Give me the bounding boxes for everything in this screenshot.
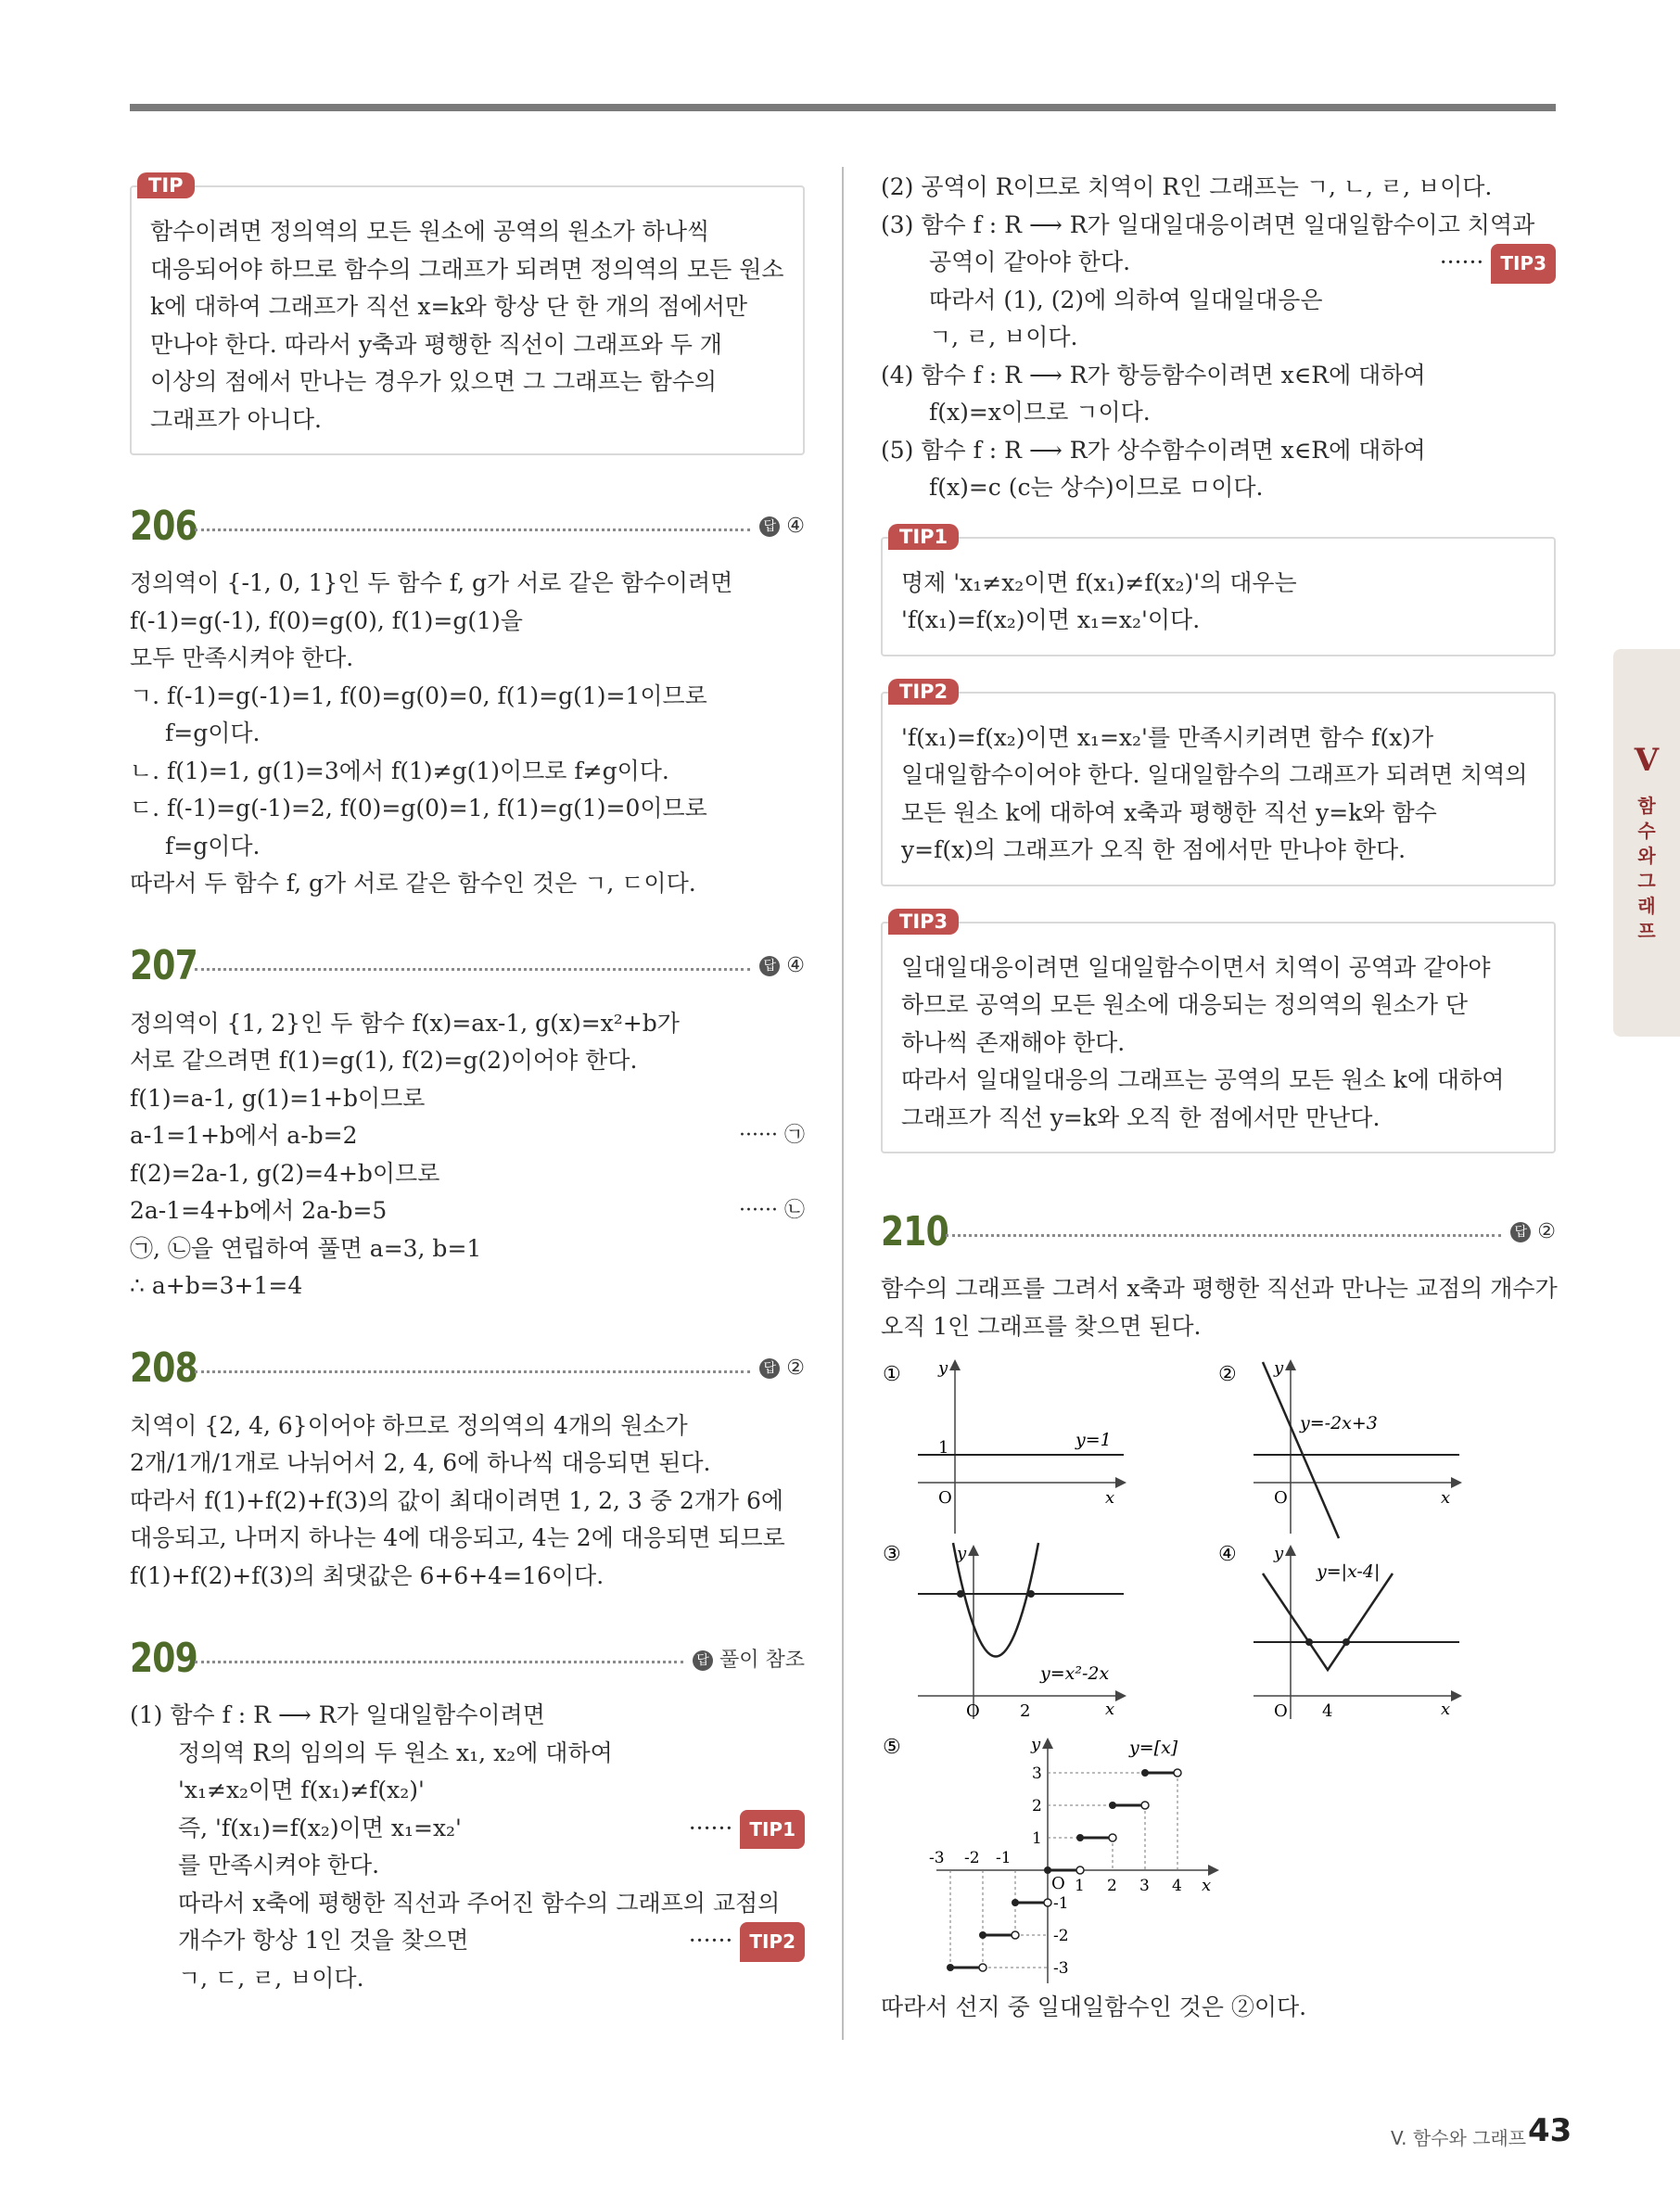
svg-text:y: y bbox=[1031, 1735, 1041, 1754]
tip1-reference: TIP1 bbox=[740, 1810, 805, 1850]
problem-number: 210 bbox=[881, 1207, 948, 1255]
svg-text:O: O bbox=[966, 1701, 980, 1721]
equation-marker: ······ ㉡ bbox=[739, 1199, 805, 1222]
tip-line: 일대일대응이려면 일대일함수이면서 치역이 공역과 같아야 bbox=[901, 953, 1491, 981]
chapter-side-tab bbox=[1613, 649, 1680, 1037]
answer-icon: 답 bbox=[693, 1650, 713, 1671]
graph-2 bbox=[1218, 1358, 1459, 1538]
solution-line: 따라서 f(1)+f(2)+f(3)의 값이 최대이려면 1, 2, 3 중 2개가 6에 bbox=[130, 1486, 784, 1514]
solution-line: 정의역이 {1, 2}인 두 함수 f(x)=ax-1, g(x)=x²+b가 bbox=[130, 1009, 680, 1037]
solution-line: 모두 만족시켜야 한다. bbox=[130, 644, 354, 671]
dot-leader bbox=[195, 1370, 750, 1373]
problem-207 bbox=[130, 940, 805, 1306]
graph-number: ⑤ bbox=[883, 1736, 901, 1759]
tip-line: 이상의 점에서 만나는 경우가 있으면 그 그래프는 함수의 bbox=[150, 368, 718, 395]
solution-line: ㄱ. f(-1)=g(-1)=1, f(0)=g(0)=0, f(1)=g(1)=1이므로 bbox=[130, 682, 707, 709]
problem-210 bbox=[881, 1205, 1556, 2027]
tip-line: 하므로 공역의 모든 원소에 대응되는 정의역의 원소가 단 bbox=[901, 991, 1469, 1018]
solution-line: ∴ a+b=3+1=4 bbox=[130, 1272, 303, 1299]
problem-number: 207 bbox=[130, 942, 197, 989]
tick-label: 2 bbox=[1107, 1877, 1117, 1895]
solution-line: f=g이다. bbox=[165, 832, 261, 860]
tip-line: 함수이려면 정의역의 모든 원소에 공역의 원소가 하나씩 bbox=[150, 218, 710, 245]
solution-line: 함수의 그래프를 그려서 x축과 평행한 직선과 만나는 교점의 개수가 bbox=[881, 1275, 1558, 1302]
svg-text:x: x bbox=[1105, 1488, 1115, 1508]
tip-line: 명제 'x₁≠x₂이면 f(x₁)≠f(x₂)'의 대우는 bbox=[901, 568, 1297, 596]
svg-text:O: O bbox=[938, 1488, 952, 1508]
tick-label: -3 bbox=[1053, 1959, 1069, 1978]
solution-line: f(2)=2a-1, g(2)=4+b이므로 bbox=[130, 1159, 440, 1187]
function-label: y=x²-2x bbox=[1040, 1663, 1110, 1684]
function-label: y=1 bbox=[1075, 1430, 1112, 1450]
solution-line: f(-1)=g(-1), f(0)=g(0), f(1)=g(1)을 bbox=[130, 606, 523, 634]
tick-label: -1 bbox=[1053, 1894, 1069, 1913]
problem-number: 208 bbox=[130, 1344, 197, 1392]
solution-line: f(x)=c (c는 상수)이므로 ㅁ이다. bbox=[929, 474, 1264, 501]
svg-text:O: O bbox=[1274, 1488, 1288, 1508]
answer: 답 ④ bbox=[759, 515, 805, 538]
svg-text:4: 4 bbox=[1322, 1701, 1333, 1721]
tip-line: 그래프가 아니다. bbox=[150, 405, 322, 433]
tick-label: 3 bbox=[1032, 1764, 1042, 1783]
solution-line: 서로 같으려면 f(1)=g(1), f(2)=g(2)이어야 한다. bbox=[130, 1047, 638, 1074]
tip-line: 일대일함수이어야 한다. 일대일함수의 그래프가 되려면 치역의 bbox=[901, 761, 1528, 788]
tick-label: -1 bbox=[996, 1849, 1012, 1867]
tick-label: -2 bbox=[964, 1849, 980, 1867]
column-divider bbox=[842, 167, 844, 2040]
dot-leader bbox=[195, 968, 750, 971]
answer: 답 ④ bbox=[759, 954, 805, 977]
solution-line: f(1)+f(2)+f(3)의 최댓값은 6+6+4=16이다. bbox=[130, 1561, 605, 1589]
solution-line: ㉠, ㉡을 연립하여 풀면 a=3, b=1 bbox=[130, 1234, 482, 1262]
solution-line: ㄱ, ㄷ, ㄹ, ㅂ이다. bbox=[178, 1964, 364, 1992]
solution-line: 개수가 항상 1인 것을 찾으면 ······ TIP2 bbox=[130, 1922, 805, 1960]
answer-icon: 답 bbox=[759, 1358, 780, 1379]
dot-leader bbox=[195, 1661, 683, 1663]
problem-209 bbox=[130, 1632, 805, 1997]
tick-label: 4 bbox=[1172, 1877, 1182, 1895]
function-label: y=|x-4| bbox=[1317, 1561, 1381, 1582]
tip-line: 'f(x₁)=f(x₂)이면 x₁=x₂'이다. bbox=[901, 606, 1201, 633]
function-label: y=-2x+3 bbox=[1300, 1413, 1378, 1433]
footer-chapter-label: V. 함수와 그래프 bbox=[1391, 2127, 1527, 2149]
solution-line: 치역이 {2, 4, 6}이어야 하므로 정의역의 4개의 원소가 bbox=[130, 1411, 688, 1439]
svg-text:O: O bbox=[1274, 1701, 1288, 1721]
tip-line: 'f(x₁)=f(x₂)이면 x₁=x₂'를 만족시키려면 함수 f(x)가 bbox=[901, 723, 1434, 751]
graph-number: ② bbox=[1218, 1363, 1237, 1386]
solution-line: 정의역이 {-1, 0, 1}인 두 함수 f, g가 서로 같은 함수이려면 bbox=[130, 569, 733, 596]
tick-label: -3 bbox=[929, 1849, 945, 1867]
tick-label: 1 bbox=[1075, 1877, 1085, 1895]
solution-line: 정의역 R의 임의의 두 원소 x₁, x₂에 대하여 bbox=[178, 1739, 613, 1766]
tip-label: TIP2 bbox=[888, 679, 959, 705]
solution-line: (3) 함수 f : R ⟶ R가 일대일대응이려면 일대일함수이고 치역과 bbox=[881, 210, 1535, 238]
tick-label: 1 bbox=[1032, 1829, 1042, 1848]
svg-text:y: y bbox=[938, 1358, 948, 1378]
tick-label: -2 bbox=[1053, 1927, 1069, 1945]
left-column bbox=[130, 167, 805, 1997]
solution-line: ㄴ. f(1)=1, g(1)=3에서 f(1)≠g(1)이므로 f≠g이다. bbox=[130, 757, 669, 784]
svg-text:2: 2 bbox=[1020, 1701, 1031, 1721]
answer-icon: 답 bbox=[1510, 1222, 1531, 1242]
function-label: y=[x] bbox=[1129, 1738, 1178, 1758]
solution-line: 따라서 (1), (2)에 의하여 일대일대응은 bbox=[929, 286, 1323, 313]
answer: 답 ② bbox=[1510, 1220, 1556, 1243]
tip-line: 따라서 일대일대응의 그래프는 공역의 모든 원소 k에 대하여 bbox=[901, 1066, 1505, 1093]
chapter-title-vertical: 함 수 와 그 래 프 bbox=[1637, 795, 1656, 942]
graph-figures bbox=[881, 1353, 1556, 1993]
graph-number: ④ bbox=[1218, 1543, 1237, 1566]
solution-line: 즉, 'f(x₁)=f(x₂)이면 x₁=x₂' ······ TIP1 bbox=[130, 1810, 805, 1848]
tick-label: 3 bbox=[1139, 1877, 1150, 1895]
solution-line: a-1=1+b에서 a-b=2 ······ ㉠ bbox=[130, 1117, 805, 1155]
problem-number: 206 bbox=[130, 502, 197, 550]
page-number: 43 bbox=[1528, 2112, 1572, 2149]
solution-line: ㄱ, ㄹ, ㅂ이다. bbox=[929, 324, 1078, 350]
svg-text:x: x bbox=[1105, 1700, 1115, 1719]
tip-line: y=f(x)의 그래프가 오직 한 점에서만 만나야 한다. bbox=[901, 836, 1406, 863]
solution-line: 따라서 두 함수 f, g가 서로 같은 함수인 것은 ㄱ, ㄷ이다. bbox=[130, 870, 696, 897]
answer-icon: 답 bbox=[759, 956, 780, 976]
tick-label: 2 bbox=[1032, 1797, 1042, 1815]
svg-text:y: y bbox=[1274, 1544, 1284, 1563]
tip-line: 대응되어야 하므로 함수의 그래프가 되려면 정의역의 모든 원소 bbox=[150, 255, 784, 283]
problem-208 bbox=[130, 1343, 805, 1596]
solution-line: f=g이다. bbox=[165, 720, 261, 746]
solution-line: f(1)=a-1, g(1)=1+b이므로 bbox=[130, 1084, 426, 1112]
solution-line: 를 만족시켜야 한다. bbox=[178, 1852, 380, 1879]
solution-line: 따라서 선지 중 일대일함수인 것은 ②이다. bbox=[881, 1994, 1307, 2020]
graph-4 bbox=[1218, 1543, 1459, 1721]
solution-line: 공역이 같아야 한다. ······ TIP3 bbox=[881, 244, 1556, 282]
solution-line: (2) 공역이 R이므로 치역이 R인 그래프는 ㄱ, ㄴ, ㄹ, ㅂ이다. bbox=[881, 173, 1493, 200]
tip-line: 하나씩 존재해야 한다. bbox=[901, 1028, 1126, 1056]
answer-icon: 답 bbox=[759, 516, 780, 537]
tip-line: k에 대하여 그래프가 직선 x=k와 항상 단 한 개의 점에서만 bbox=[150, 293, 748, 320]
svg-text:x: x bbox=[1441, 1488, 1451, 1508]
dot-leader bbox=[195, 529, 750, 531]
top-rule bbox=[130, 104, 1556, 111]
solution-line: (5) 함수 f : R ⟶ R가 상수함수이려면 x∈R에 대하여 bbox=[881, 436, 1426, 464]
solution-line: 대응되고, 나머지 하나는 4에 대응되고, 4는 2에 대응되면 되므로 bbox=[130, 1524, 785, 1551]
solution-line: (4) 함수 f : R ⟶ R가 항등함수이려면 x∈R에 대하여 bbox=[881, 361, 1426, 389]
tip2-reference: TIP2 bbox=[740, 1922, 805, 1962]
equation-marker: ······ ㉠ bbox=[739, 1124, 805, 1147]
tip2-box bbox=[881, 680, 1556, 886]
dot-leader bbox=[946, 1234, 1501, 1237]
svg-text:y: y bbox=[957, 1544, 967, 1563]
tip-label: TIP bbox=[137, 172, 195, 198]
solution-line: 2개/1개/1개로 나뉘어서 2, 4, 6에 하나씩 대응되면 된다. bbox=[130, 1449, 711, 1476]
tip-line: 모든 원소 k에 대하여 x축과 평행한 직선 y=k와 함수 bbox=[901, 798, 1437, 826]
graph-number: ③ bbox=[883, 1543, 901, 1566]
tip-line: 그래프가 직선 y=k와 오직 한 점에서만 만난다. bbox=[901, 1103, 1381, 1131]
solution-line: 오직 1인 그래프를 찾으면 된다. bbox=[881, 1312, 1202, 1340]
tip-line: 만나야 한다. 따라서 y축과 평행한 직선이 그래프와 두 개 bbox=[150, 330, 722, 358]
graph-1 bbox=[883, 1358, 1124, 1534]
svg-text:x: x bbox=[1202, 1876, 1212, 1895]
svg-text:O: O bbox=[1051, 1874, 1065, 1893]
chapter-number: V bbox=[1634, 742, 1660, 779]
solution-line: ㄷ. f(-1)=g(-1)=2, f(0)=g(0)=1, f(1)=g(1)=0이므로 bbox=[130, 795, 707, 822]
svg-text:x: x bbox=[1441, 1700, 1451, 1719]
graph-5 bbox=[883, 1735, 1216, 1983]
answer: 답 풀이 참조 bbox=[693, 1644, 805, 1673]
tip-label: TIP3 bbox=[888, 909, 959, 935]
solution-line: 따라서 x축에 평행한 직선과 주어진 함수의 그래프의 교점의 bbox=[178, 1889, 781, 1917]
tip-label: TIP1 bbox=[888, 524, 959, 550]
tip-box bbox=[130, 174, 805, 455]
solution-line: 'x₁≠x₂이면 f(x₁)≠f(x₂)' bbox=[178, 1777, 425, 1803]
solution-line: 2a-1=4+b에서 2a-b=5 ······ ㉡ bbox=[130, 1192, 805, 1230]
problem-206 bbox=[130, 500, 805, 903]
graph-3 bbox=[883, 1543, 1124, 1721]
solution-line: f(x)=x이므로 ㄱ이다. bbox=[929, 399, 1151, 426]
svg-text:1: 1 bbox=[938, 1438, 949, 1458]
problem-number: 209 bbox=[130, 1634, 197, 1682]
tip3-reference: TIP3 bbox=[1491, 244, 1556, 284]
answer: 답 ② bbox=[759, 1357, 805, 1380]
solution-line: (1) 함수 f : R ⟶ R가 일대일함수이려면 bbox=[130, 1701, 545, 1728]
graph-number: ① bbox=[883, 1363, 901, 1386]
tip1-box bbox=[881, 525, 1556, 656]
tip3-box bbox=[881, 910, 1556, 1154]
right-column bbox=[881, 169, 1556, 2027]
svg-text:y: y bbox=[1274, 1358, 1284, 1378]
